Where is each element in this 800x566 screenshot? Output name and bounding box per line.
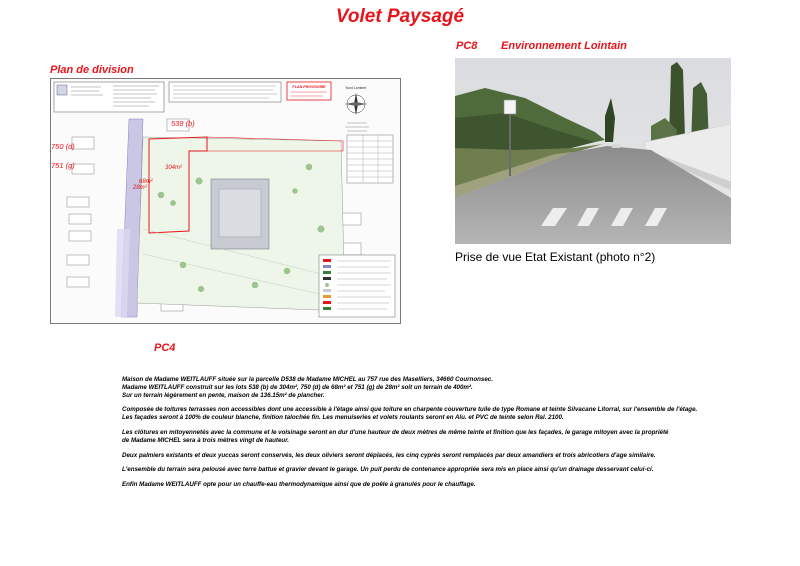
- description-line: Sur un terrain légèrement en pente, maison de 136.15m² de plancher.: [122, 391, 325, 399]
- description-line: Enfin Madame WEITLAUFF opte pour un chauffe-eau thermodynamique ainsi que de poêle à granulés pour le chauffage.: [122, 481, 476, 489]
- description-line: Madame WEITLAUFF construit sur les lots 538 (b) de 304m², 750 (d) de 68m² et 751 (g) de 28m² soit un terrain de 400m².: [122, 383, 473, 391]
- compass-label: Nord Lambert: [345, 86, 367, 90]
- logo-mark: [57, 85, 67, 95]
- description-line: L'ensemble du terrain sera pelousé avec terre battue et gravier devant le garage. Un puit perdu de contenance appropriée sera mis en place ainsi qu'un drainage desservant celui-ci.: [122, 466, 654, 474]
- area-28-label: 28m²: [133, 185, 147, 191]
- lot-751-label: 751 (g): [51, 161, 75, 170]
- page-title: Volet Paysagé: [335, 6, 465, 27]
- pc8-reference: PC8: [456, 40, 478, 52]
- description-line: Les clôtures en mitoyennetés avec la commune et le voisinage seront en dur d'une hauteur de deux mètres de même teinte et finition que les façades, le garage mitoyen avec la propriété: [122, 428, 669, 436]
- plan-heading: Plan de division: [50, 64, 134, 76]
- description-paragraph: [122, 429, 762, 445]
- area-68-label: 68m²: [139, 179, 153, 185]
- description-line: de Madame MICHEL sera à trois mètres vingt de hauteur.: [122, 436, 289, 444]
- description-paragraph: [122, 466, 762, 474]
- description-line: Deux palmiers existants et deux yuccas seront conservés, les deux oliviers seront déplacés, les cinq cyprès seront remplacés par deux amandiers et trois abricotiers d'age similaire.: [122, 451, 656, 459]
- street-photo: [455, 58, 731, 244]
- description-line: Les façades seront à 100% de couleur blanche, finition talochée fin. Les menuiseries et volets roulants seront en Alu. et PVC de teinte selon Ral. 2100.: [122, 414, 564, 422]
- provisional-title: PLAN PROVISOIRE: [292, 85, 326, 89]
- division-plan-drawing: [50, 78, 401, 324]
- area-304-label: 304m²: [165, 165, 183, 171]
- pc4-reference: PC4: [154, 342, 176, 354]
- description-line: Maison de Madame WEITLAUFF située sur la parcelle D538 de Madame MICHEL au 757 rue des Maselliers, 34660 Cournonsec.: [122, 376, 493, 383]
- lot-750-label: 750 (d): [51, 142, 75, 151]
- photo-caption: Prise de vue Etat Existant (photo n°2): [455, 250, 656, 264]
- description-paragraph: [122, 481, 762, 489]
- description-line: Composée de toitures terrasses non accessibles dont une accessible à l'étage ainsi que toiture en charpente couverture tuile de type Romane et teinte Silvacane Litorral, sur l'ensemble de l'étage.: [122, 406, 698, 414]
- environment-heading: Environnement Lointain: [501, 40, 627, 52]
- description-paragraph: [122, 406, 762, 422]
- title-block: [54, 82, 164, 112]
- description-paragraph: [122, 452, 762, 460]
- lot-538-label: 538 (b): [171, 119, 195, 128]
- project-description: [122, 376, 762, 496]
- description-paragraph: [122, 376, 762, 399]
